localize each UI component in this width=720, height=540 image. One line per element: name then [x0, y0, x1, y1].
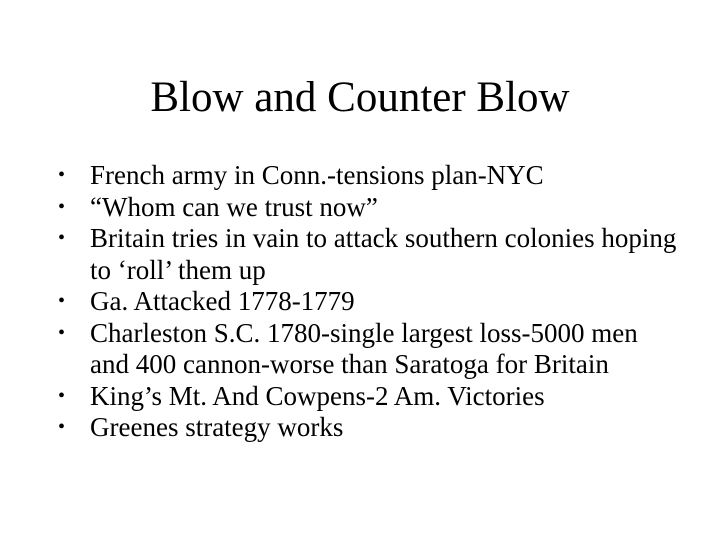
bullet-point-icon: •	[58, 384, 66, 407]
bullet-text: Charleston S.C. 1780-single largest loss-5000 men and 400 cannon-worse than Saratoga for Britain	[90, 317, 638, 379]
bullet-text: “Whom can we trust now”	[90, 191, 378, 222]
bullet-item	[58, 412, 678, 444]
bullet-list	[58, 160, 678, 444]
bullet-point-icon: •	[58, 321, 66, 344]
bullet-text: Greenes strategy works	[90, 412, 344, 442]
bullet-text: King’s Mt. And Cowpens-2 Am. Victories	[90, 380, 545, 411]
bullet-item	[58, 223, 678, 286]
bullet-point-icon: •	[58, 164, 66, 186]
bullet-text: Britain tries in vain to attack southern colonies hoping to ‘roll’ them up	[90, 223, 677, 285]
bullet-item	[58, 192, 678, 224]
bullet-point-icon: •	[58, 416, 66, 438]
bullet-item	[58, 381, 678, 413]
slide-title: Blow and Counter Blow	[150, 74, 570, 121]
bullet-point-icon: •	[58, 195, 66, 218]
bullet-item	[58, 286, 678, 318]
bullet-text: French army in Conn.-tensions plan-NYC	[90, 160, 544, 190]
bullet-item	[58, 160, 678, 192]
bullet-text: Ga. Attacked 1778-1779	[90, 286, 355, 316]
bullet-point-icon: •	[58, 290, 66, 312]
bullet-point-icon: •	[58, 227, 66, 249]
bullet-item	[58, 318, 678, 381]
